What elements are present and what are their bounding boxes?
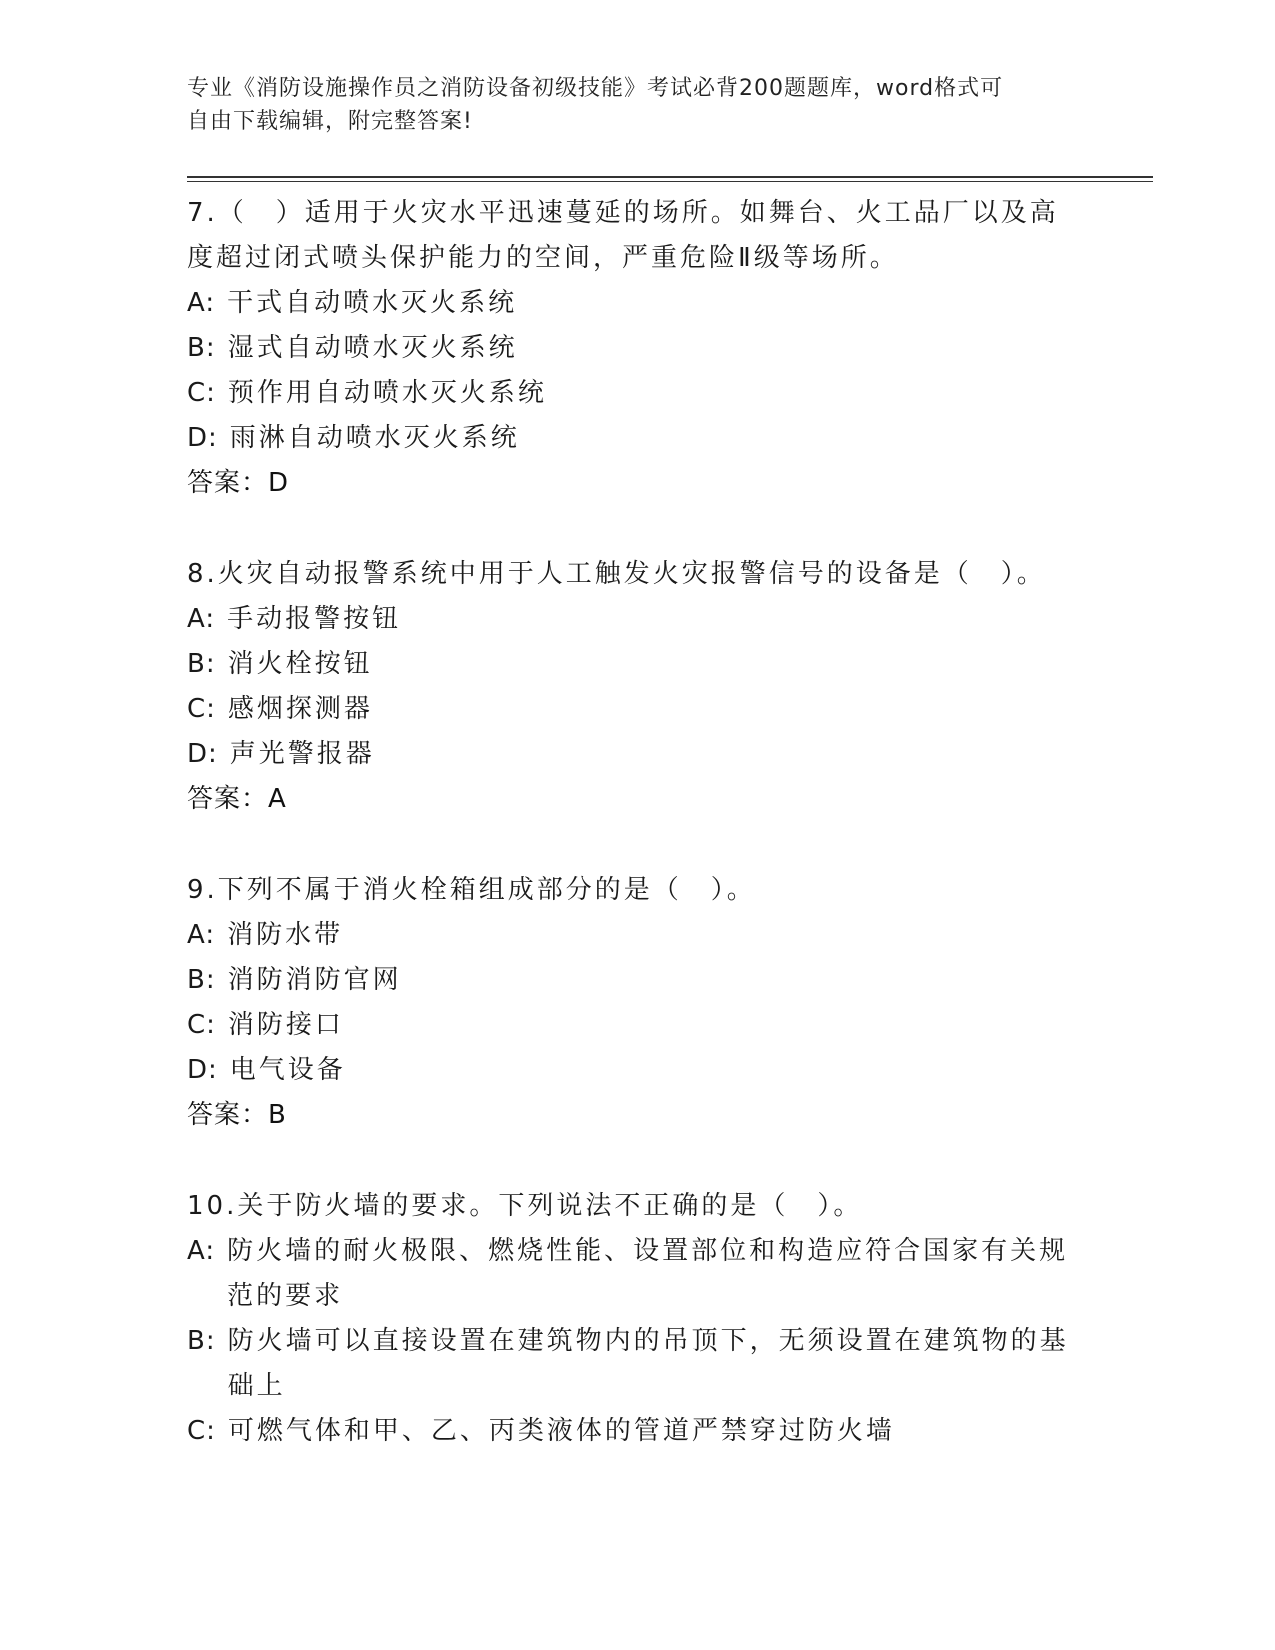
option-text: 手动报警按钮	[227, 604, 402, 634]
option-letter: A:	[187, 920, 216, 950]
option-text: 干式自动喷水灭火系统	[227, 288, 518, 318]
option-c	[187, 1003, 1087, 1048]
option-letter: C:	[187, 1416, 216, 1446]
option-letter: C:	[187, 378, 216, 408]
header-line-2: 自由下载编辑，附完整答案!	[187, 109, 473, 134]
answer-label: 答案：D	[187, 468, 290, 498]
option-text: 消防水带	[227, 920, 344, 950]
option-d	[187, 732, 1087, 777]
question-7	[187, 191, 1087, 506]
option-text: 声光警报器	[229, 739, 375, 769]
option-c	[187, 371, 1087, 416]
option-letter: A:	[187, 288, 216, 318]
question-stem-line: 度超过闭式喷头保护能力的空间，严重危险Ⅱ级等场所。	[187, 243, 899, 273]
option-d	[187, 416, 1087, 461]
document-header	[187, 72, 1087, 138]
option-text: 消防接口	[227, 1010, 344, 1040]
option-a	[187, 597, 1087, 642]
answer-label: 答案：A	[187, 784, 287, 814]
option-letter: B:	[187, 1326, 216, 1356]
option-c	[187, 687, 1087, 732]
option-text: 消防消防官网	[227, 965, 402, 995]
answer-label: 答案：B	[187, 1100, 287, 1130]
option-text: 雨淋自动喷水灭火系统	[229, 423, 520, 453]
question-list	[187, 191, 1087, 1500]
option-b	[187, 958, 1087, 1003]
option-letter: C:	[187, 1010, 216, 1040]
question-stem-line: 9.下列不属于消火栓箱组成部分的是（ ）。	[187, 875, 756, 905]
option-a	[187, 281, 1087, 326]
option-letter: B:	[187, 965, 216, 995]
option-letter: B:	[187, 333, 216, 363]
option-letter: B:	[187, 649, 216, 679]
header-divider-thin	[187, 181, 1153, 182]
option-letter: A:	[187, 604, 216, 634]
header-divider-thick	[187, 176, 1153, 178]
option-c	[187, 1409, 1087, 1454]
option-d	[187, 1048, 1087, 1093]
question-stem-line: 7.（ ）适用于火灾水平迅速蔓延的场所。如舞台、火工品厂以及高	[187, 198, 1059, 228]
option-letter: A:	[187, 1236, 216, 1266]
option-text: 消火栓按钮	[227, 649, 373, 679]
option-text: 预作用自动喷水灭火系统	[227, 378, 547, 408]
option-a	[187, 1229, 1087, 1319]
option-text: 可燃气体和甲、乙、丙类液体的管道严禁穿过防火墙	[227, 1416, 895, 1446]
option-text: 防火墙的耐火极限、燃烧性能、设置部位和构造应符合国家有关规范的要求	[227, 1236, 1069, 1311]
option-text: 防火墙可以直接设置在建筑物内的吊顶下，无须设置在建筑物的基础上	[227, 1326, 1069, 1401]
question-stem-line: 8.火灾自动报警系统中用于人工触发火灾报警信号的设备是（ ）。	[187, 559, 1046, 589]
question-8	[187, 552, 1087, 822]
option-b	[187, 1319, 1087, 1409]
option-letter: D:	[187, 423, 218, 453]
question-9	[187, 868, 1087, 1138]
option-text: 感烟探测器	[227, 694, 373, 724]
option-letter: D:	[187, 739, 218, 769]
option-text: 电气设备	[229, 1055, 346, 1085]
question-10	[187, 1184, 1087, 1454]
question-stem-line: 10.关于防火墙的要求。下列说法不正确的是（ ）。	[187, 1191, 863, 1221]
option-b	[187, 326, 1087, 371]
option-b	[187, 642, 1087, 687]
header-line-1: 专业《消防设施操作员之消防设备初级技能》考试必背200题题库，word格式可	[187, 76, 1004, 101]
option-letter: C:	[187, 694, 216, 724]
option-text: 湿式自动喷水灭火系统	[227, 333, 518, 363]
option-a	[187, 913, 1087, 958]
option-letter: D:	[187, 1055, 218, 1085]
